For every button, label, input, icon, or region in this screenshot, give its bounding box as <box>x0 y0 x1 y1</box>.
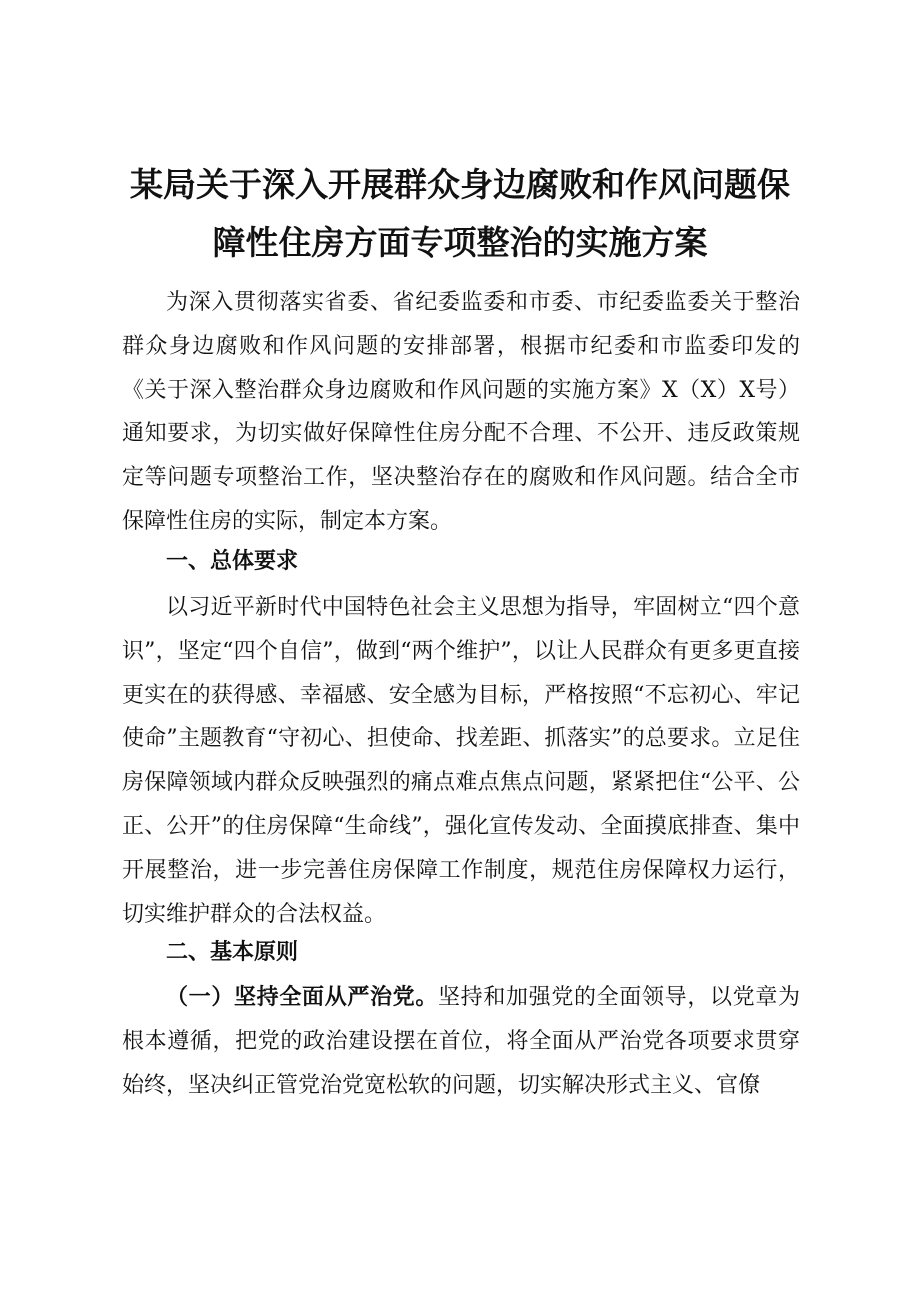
principle-paragraph-1 <box>122 976 800 1107</box>
document-title-line-2: 障性住房方面专项整治的实施方案 <box>212 223 708 262</box>
principle-1-text: 坚持和加强党的全面领导，以党章为根本遵循，把党的政治建设摆在首位，将全面从严治党各项要求贯穿始终，坚决纠正管党治党宽松软的问题，切实解决形式主义、官僚 <box>122 985 800 1098</box>
overall-requirements-paragraph: 以习近平新时代中国特色社会主义思想为指导，牢固树立“四个意识”，坚定“四个自信”，做到“两个维护”，以让人民群众有更多更直接更实在的获得感、幸福感、安全感为目标，严格按照“不忘初心、牢记使命”主题教育“守初心、担使命、找差距、抓落实”的总要求。立足住房保障领域内群众反映强烈的痛点难点焦点问题，紧紧把住“公平、公正、公开”的住房保障“生命线”，强化宣传发动、全面摸底排查、集中开展整治，进一步完善住房保障工作制度，规范住房保障权力运行，切实维护群众的合法权益。 <box>122 595 800 927</box>
section-heading-overall-requirements: 一、总体要求 <box>166 549 299 574</box>
section-heading-basic-principles: 二、基本原则 <box>166 940 299 965</box>
principle-1-lead: （一）坚持全面从严治党。 <box>166 984 438 1010</box>
document-title-line-1: 某局关于深入开展群众身边腐败和作风问题保 <box>130 165 790 204</box>
intro-paragraph: 为深入贯彻落实省委、省纪委监委和市委、市纪委监委关于整治群众身边腐败和作风问题的安排部署，根据市纪委和市监委印发的《关于深入整治群众身边腐败和作风问题的实施方案》X（X）X号）通知要求，为切实做好保障性住房分配不合理、不公开、违反政策规定等问题专项整治工作，坚决整治存在的腐败和作风问题。结合全市保障性住房的实际，制定本方案。 <box>122 290 800 534</box>
